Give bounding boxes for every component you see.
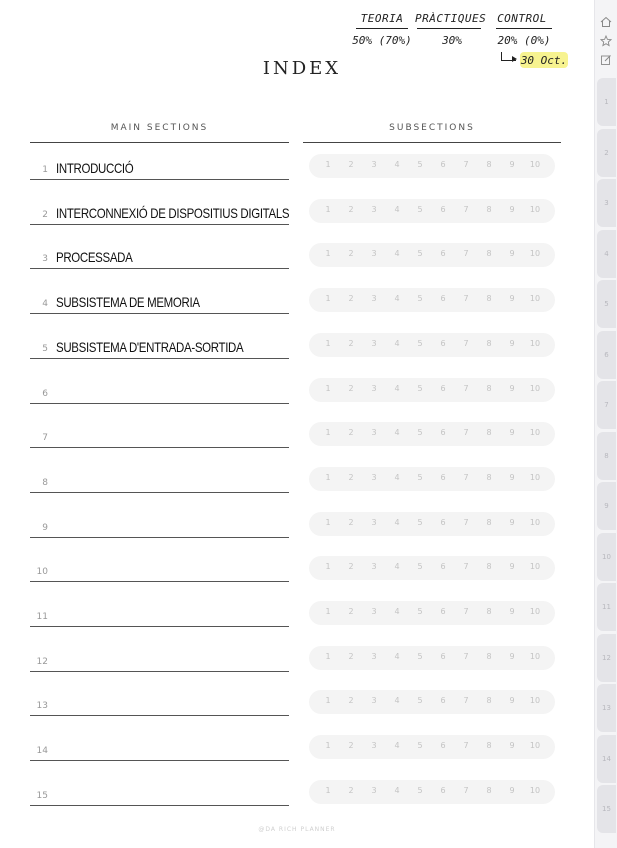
subsections-rule <box>303 142 561 143</box>
subsection-number[interactable]: 5 <box>417 204 423 214</box>
section-tab[interactable]: 12 <box>597 634 616 682</box>
subsection-number[interactable]: 5 <box>417 428 423 438</box>
main-section-row[interactable] <box>30 194 289 225</box>
subsection-number[interactable]: 1 <box>325 249 331 259</box>
subsection-number[interactable]: 9 <box>509 651 515 661</box>
main-section-title: SUBSISTEMA DE MEMORIA <box>56 294 200 311</box>
main-section-row[interactable] <box>30 641 289 672</box>
subsection-number[interactable]: 4 <box>394 204 400 214</box>
section-tab[interactable]: 14 <box>597 735 616 783</box>
subsection-number[interactable]: 3 <box>371 338 377 348</box>
row-number: 2 <box>42 209 48 220</box>
subsection-number[interactable]: 2 <box>348 696 354 706</box>
subsection-number[interactable]: 6 <box>440 785 446 795</box>
subsection-number[interactable]: 4 <box>394 160 400 169</box>
subsection-number[interactable]: 9 <box>509 249 515 259</box>
subsection-number[interactable]: 7 <box>463 785 469 795</box>
subsection-number[interactable]: 5 <box>417 785 423 795</box>
subsection-number[interactable]: 3 <box>371 383 377 393</box>
section-tab[interactable]: 11 <box>597 583 616 631</box>
subsection-number[interactable]: 4 <box>394 472 400 482</box>
subsection-number[interactable]: 10 <box>529 472 541 482</box>
row-number: 3 <box>42 254 48 265</box>
subsection-number[interactable]: 9 <box>509 428 515 438</box>
subsection-number[interactable]: 6 <box>440 651 446 661</box>
subsection-number[interactable]: 3 <box>371 472 377 482</box>
subsection-pill <box>309 735 555 759</box>
subsection-number[interactable]: 3 <box>371 204 377 214</box>
subsection-pill <box>309 378 555 402</box>
header-control-value: 20% (0%) <box>497 34 551 47</box>
subsection-number[interactable]: 3 <box>371 294 377 304</box>
row-number: 10 <box>36 567 48 578</box>
subsection-number[interactable]: 9 <box>509 696 515 706</box>
subsection-number[interactable]: 6 <box>440 607 446 616</box>
row-number: 15 <box>36 790 48 801</box>
subsection-number[interactable]: 1 <box>325 338 331 348</box>
subsection-number[interactable]: 6 <box>440 204 446 214</box>
row-number: 9 <box>42 522 48 533</box>
header-divider <box>496 28 552 29</box>
row-number: 1 <box>42 165 48 175</box>
subsection-number[interactable]: 7 <box>463 383 469 393</box>
subsection-pill <box>309 601 555 625</box>
main-section-row[interactable] <box>30 283 289 314</box>
subsection-number[interactable]: 1 <box>325 562 331 572</box>
subsection-number[interactable]: 2 <box>348 472 354 482</box>
subsection-pill <box>309 154 555 178</box>
home-icon[interactable] <box>598 14 614 30</box>
row-number: 8 <box>42 477 48 488</box>
subsection-number[interactable]: 5 <box>417 651 423 661</box>
subsection-number[interactable]: 1 <box>325 383 331 393</box>
subsection-number[interactable]: 1 <box>325 428 331 438</box>
row-number: 7 <box>42 433 48 444</box>
header-practiques-label: PRÀCTIQUES <box>415 12 487 25</box>
subsection-number[interactable]: 2 <box>348 651 354 661</box>
main-section-row[interactable] <box>30 730 289 761</box>
header-teoria-label: TEORIA <box>360 12 404 25</box>
subsection-number[interactable]: 10 <box>529 383 541 393</box>
section-tab[interactable]: 8 <box>597 432 616 480</box>
subsection-number[interactable]: 3 <box>371 741 377 751</box>
subsection-number[interactable]: 3 <box>371 651 377 661</box>
subsection-number[interactable]: 6 <box>440 294 446 304</box>
subsection-number[interactable]: 7 <box>463 294 469 304</box>
subsection-number[interactable]: 10 <box>529 562 541 572</box>
subsection-number[interactable]: 4 <box>394 294 400 304</box>
header-divider <box>417 28 481 29</box>
subsection-number[interactable]: 9 <box>509 383 515 393</box>
subsection-number[interactable]: 3 <box>371 517 377 527</box>
subsection-number[interactable]: 2 <box>348 249 354 259</box>
edit-icon[interactable] <box>598 52 614 68</box>
subsection-number[interactable]: 6 <box>440 741 446 751</box>
header-control-label: CONTROL <box>497 12 547 25</box>
main-section-row[interactable] <box>30 328 289 359</box>
row-number: 5 <box>42 343 48 354</box>
subsection-number[interactable]: 9 <box>509 160 515 169</box>
subsection-number[interactable]: 8 <box>486 696 492 706</box>
subsection-number[interactable]: 1 <box>325 651 331 661</box>
subsection-number[interactable]: 10 <box>529 607 541 616</box>
subsection-pill <box>309 288 555 312</box>
main-section-row[interactable] <box>30 507 289 538</box>
main-section-title: PROCESSADA <box>56 249 133 266</box>
subsection-number[interactable]: 10 <box>529 249 541 259</box>
subsection-pill <box>309 512 555 536</box>
subsection-number[interactable]: 3 <box>371 785 377 795</box>
main-section-row[interactable] <box>30 149 289 180</box>
subsection-number[interactable]: 3 <box>371 428 377 438</box>
section-tab[interactable]: 4 <box>597 230 616 278</box>
page-title: INDEX <box>262 58 342 79</box>
subsection-number[interactable]: 8 <box>486 383 492 393</box>
subsection-number[interactable]: 4 <box>394 249 400 259</box>
main-sections-rule <box>30 142 289 143</box>
subsection-number[interactable]: 4 <box>394 785 400 795</box>
subsection-number[interactable]: 3 <box>371 249 377 259</box>
subsection-number[interactable]: 7 <box>463 338 469 348</box>
subsection-number[interactable]: 7 <box>463 204 469 214</box>
subsection-number[interactable]: 9 <box>509 517 515 527</box>
subsection-number[interactable]: 7 <box>463 517 469 527</box>
subsection-number[interactable]: 1 <box>325 204 331 214</box>
subsection-number[interactable]: 2 <box>348 294 354 304</box>
row-number: 14 <box>36 746 48 757</box>
subsection-number[interactable]: 4 <box>394 651 400 661</box>
section-tab[interactable]: 10 <box>597 533 616 581</box>
subsection-number[interactable]: 10 <box>529 785 541 795</box>
subsection-number[interactable]: 10 <box>529 338 541 348</box>
subsection-number[interactable]: 7 <box>463 472 469 482</box>
subsection-pill <box>309 556 555 580</box>
section-tab[interactable]: 5 <box>597 280 616 328</box>
subsection-number[interactable]: 5 <box>417 338 423 348</box>
subsection-number[interactable]: 6 <box>440 249 446 259</box>
subsection-number[interactable]: 10 <box>529 294 541 304</box>
main-section-row[interactable] <box>30 775 289 806</box>
main-section-title: SUBSISTEMA D'ENTRADA-SORTIDA <box>56 338 244 355</box>
subsection-number[interactable]: 8 <box>486 472 492 482</box>
subsection-number[interactable]: 10 <box>529 160 541 169</box>
subsection-number[interactable]: 8 <box>486 651 492 661</box>
subsection-number[interactable]: 7 <box>463 249 469 259</box>
subsection-pill <box>309 780 555 804</box>
subsection-number[interactable]: 4 <box>394 428 400 438</box>
section-tab[interactable]: 9 <box>597 482 616 530</box>
row-number: 4 <box>42 299 48 310</box>
subsection-number[interactable]: 8 <box>486 338 492 348</box>
subsection-pill <box>309 467 555 491</box>
subsection-number[interactable]: 4 <box>394 607 400 616</box>
subsection-number[interactable]: 4 <box>394 696 400 706</box>
subsection-number[interactable]: 9 <box>509 562 515 572</box>
subsection-number[interactable]: 3 <box>371 160 377 169</box>
subsection-number[interactable]: 2 <box>348 741 354 751</box>
subsection-number[interactable]: 9 <box>509 741 515 751</box>
main-section-row[interactable] <box>30 596 289 627</box>
subsection-number[interactable]: 1 <box>325 741 331 751</box>
row-number: 13 <box>36 701 48 712</box>
subsection-number[interactable]: 5 <box>417 696 423 706</box>
subsection-number[interactable]: 8 <box>486 741 492 751</box>
subsection-number[interactable]: 7 <box>463 696 469 706</box>
subsection-number[interactable]: 3 <box>371 607 377 616</box>
subsection-number[interactable]: 5 <box>417 741 423 751</box>
section-tab[interactable]: 3 <box>597 179 616 227</box>
subsection-number[interactable]: 2 <box>348 607 354 616</box>
subsection-number[interactable]: 9 <box>509 204 515 214</box>
subsection-number[interactable]: 6 <box>440 517 446 527</box>
subsection-number[interactable]: 7 <box>463 741 469 751</box>
subsection-number[interactable]: 8 <box>486 204 492 214</box>
subsection-number[interactable]: 10 <box>529 204 541 214</box>
highlighted-date-note: 30 Oct. <box>520 53 568 67</box>
main-section-row[interactable] <box>30 551 289 582</box>
main-section-title: INTRODUCCIÓ <box>56 160 134 176</box>
subsection-number[interactable]: 2 <box>348 562 354 572</box>
subsection-number[interactable]: 2 <box>348 517 354 527</box>
main-section-row[interactable] <box>30 685 289 716</box>
subsection-pill <box>309 690 555 714</box>
section-tab[interactable]: 7 <box>597 381 616 429</box>
subsection-number[interactable]: 8 <box>486 607 492 616</box>
header-teoria-value: 50% (70%) <box>352 34 412 47</box>
subsection-number[interactable]: 5 <box>417 562 423 572</box>
subsection-number[interactable]: 8 <box>486 517 492 527</box>
subsection-number[interactable]: 5 <box>417 249 423 259</box>
subsection-number[interactable]: 6 <box>440 383 446 393</box>
subsection-pill <box>309 333 555 357</box>
row-number: 6 <box>42 388 48 399</box>
subsection-number[interactable]: 7 <box>463 607 469 616</box>
subsection-number[interactable]: 5 <box>417 517 423 527</box>
section-tab[interactable]: 15 <box>597 785 616 833</box>
subsections-heading: SUBSECTIONS <box>389 123 475 133</box>
main-section-title: INTERCONNEXIÓ DE DISPOSITIUS DIGITALS <box>56 204 290 221</box>
subsection-number[interactable]: 4 <box>394 741 400 751</box>
subsection-number[interactable]: 4 <box>394 562 400 572</box>
subsection-number[interactable]: 9 <box>509 294 515 304</box>
subsection-number[interactable]: 5 <box>417 294 423 304</box>
subsection-number[interactable]: 2 <box>348 785 354 795</box>
subsection-number[interactable]: 4 <box>394 383 400 393</box>
subsection-number[interactable]: 1 <box>325 607 331 616</box>
section-tab[interactable]: 6 <box>597 331 616 379</box>
subsection-number[interactable]: 7 <box>463 428 469 438</box>
subsection-number[interactable]: 5 <box>417 160 423 169</box>
subsection-number[interactable]: 1 <box>325 294 331 304</box>
subsection-number[interactable]: 8 <box>486 249 492 259</box>
section-tab[interactable]: 2 <box>597 129 616 177</box>
subsection-number[interactable]: 2 <box>348 383 354 393</box>
subsection-number[interactable]: 6 <box>440 472 446 482</box>
main-sections-heading: MAIN SECTIONS <box>110 123 209 133</box>
subsection-number[interactable]: 9 <box>509 338 515 348</box>
row-number: 11 <box>36 612 48 622</box>
star-icon[interactable] <box>598 33 614 49</box>
footer-credit: @DA RICH PLANNER <box>258 826 336 833</box>
main-section-row[interactable] <box>30 238 289 269</box>
subsection-pill <box>309 199 555 223</box>
subsection-number[interactable]: 3 <box>371 696 377 706</box>
subsection-number[interactable]: 1 <box>325 785 331 795</box>
main-section-row[interactable] <box>30 373 289 404</box>
subsection-number[interactable]: 10 <box>529 651 541 661</box>
header-practiques-value: 30% <box>442 34 462 47</box>
subsection-number[interactable]: 6 <box>440 338 446 348</box>
subsection-number[interactable]: 2 <box>348 338 354 348</box>
subsection-number[interactable]: 4 <box>394 338 400 348</box>
subsection-number[interactable]: 1 <box>325 160 331 169</box>
section-tab[interactable]: 13 <box>597 684 616 732</box>
subsection-number[interactable]: 5 <box>417 607 423 616</box>
subsection-number[interactable]: 6 <box>440 696 446 706</box>
subsection-number[interactable]: 6 <box>440 562 446 572</box>
subsection-number[interactable]: 3 <box>371 562 377 572</box>
subsection-number[interactable]: 1 <box>325 472 331 482</box>
subsection-number[interactable]: 4 <box>394 517 400 527</box>
subsection-number[interactable]: 8 <box>486 160 492 169</box>
subsection-number[interactable]: 2 <box>348 428 354 438</box>
subsection-number[interactable]: 1 <box>325 696 331 706</box>
main-section-row[interactable] <box>30 417 289 448</box>
subsection-number[interactable]: 10 <box>529 517 541 527</box>
subsection-number[interactable]: 8 <box>486 785 492 795</box>
subsection-number[interactable]: 5 <box>417 472 423 482</box>
subsection-number[interactable]: 7 <box>463 651 469 661</box>
subsection-number[interactable]: 8 <box>486 428 492 438</box>
subsection-number[interactable]: 9 <box>509 607 515 616</box>
subsection-number[interactable]: 6 <box>440 160 446 169</box>
subsection-number[interactable]: 2 <box>348 160 354 169</box>
subsection-number[interactable]: 7 <box>463 562 469 572</box>
subsection-number[interactable]: 10 <box>529 428 541 438</box>
subsection-number[interactable]: 8 <box>486 562 492 572</box>
subsection-pill <box>309 243 555 267</box>
subsection-pill <box>309 422 555 446</box>
subsection-number[interactable]: 2 <box>348 204 354 214</box>
subsection-number[interactable]: 6 <box>440 428 446 438</box>
main-section-row[interactable] <box>30 462 289 493</box>
subsection-number[interactable]: 8 <box>486 294 492 304</box>
section-tab[interactable]: 1 <box>597 78 616 126</box>
subsection-number[interactable]: 10 <box>529 741 541 751</box>
row-number: 12 <box>36 656 48 667</box>
subsection-number[interactable]: 10 <box>529 696 541 706</box>
header-divider <box>356 28 408 29</box>
subsection-number[interactable]: 9 <box>509 785 515 795</box>
subsection-number[interactable]: 9 <box>509 472 515 482</box>
right-sidebar <box>594 0 617 848</box>
subsection-pill <box>309 646 555 670</box>
subsection-number[interactable]: 5 <box>417 383 423 393</box>
subsection-number[interactable]: 1 <box>325 517 331 527</box>
subsection-number[interactable]: 7 <box>463 160 469 169</box>
